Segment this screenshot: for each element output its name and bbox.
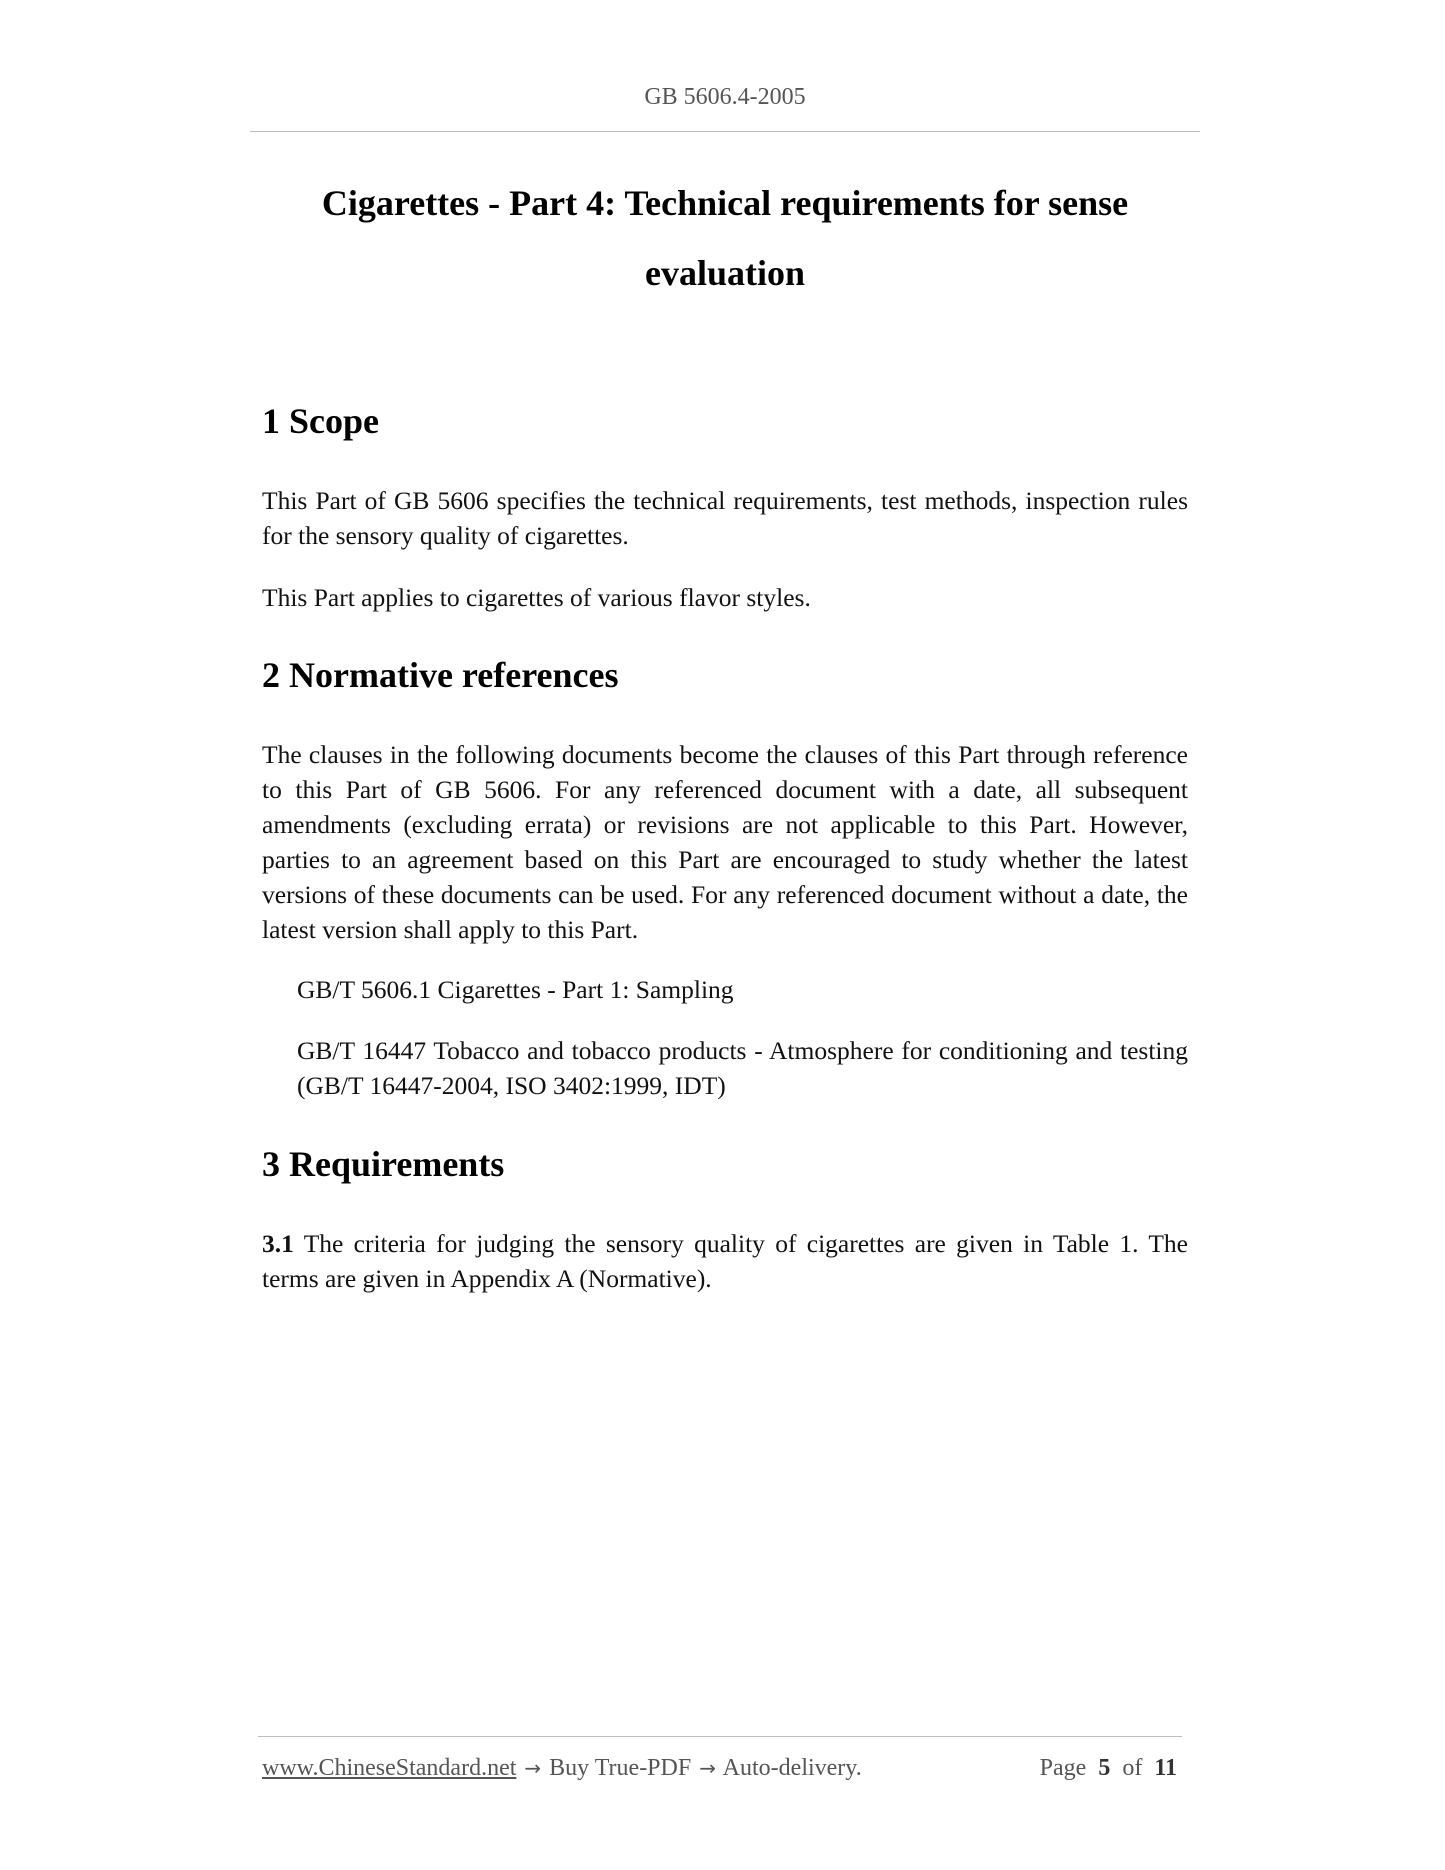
footer-step-delivery: Auto-delivery. [722, 1755, 862, 1781]
arrow-right-icon: → [524, 1756, 542, 1780]
footer-divider [258, 1736, 1182, 1737]
chinese-standard-link[interactable]: www.ChineseStandard.net [262, 1755, 517, 1781]
reference-item-1: GB/T 5606.1 Cigarettes - Part 1: Sampling [297, 975, 734, 1004]
header-doc-code: GB 5606.4-2005 [644, 84, 806, 110]
section-heading-requirements: 3 Requirements [262, 1144, 505, 1184]
requirements-clause-3-1 [262, 1226, 1188, 1296]
footer-step-buy: Buy True-PDF [549, 1755, 692, 1781]
page-of: of [1122, 1755, 1143, 1781]
document-title [262, 168, 1188, 308]
arrow-right-icon: → [699, 1756, 716, 1780]
section-heading-scope: 1 Scope [262, 401, 379, 441]
page-number [1040, 1755, 1177, 1782]
page-label: Page [1039, 1755, 1087, 1781]
document-title-line2: evaluation [644, 253, 805, 293]
footer-links [262, 1755, 862, 1782]
normative-paragraph: The clauses in the following documents become the clauses of this Part through reference to this Part of GB 5606. For any referenced document with a date, all subsequent amendments (excluding errata) or revisions are not applicable to this Part. However, parties to an agreement based on this Part are encouraged to study whether the latest versions of these documents can be used. For any referenced document without a date, the latest version shall apply to this Part. [262, 740, 1188, 944]
reference-item-2: GB/T 16447 Tobacco and tobacco products - Atmosphere for conditioning and testing (GB/T 16447-2004, ISO 3402:1999, IDT) [297, 1036, 1188, 1100]
document-title-line1: Cigarettes - Part 4: Technical requirements for sense [321, 183, 1129, 223]
clause-number: 3.1 [262, 1229, 294, 1258]
header-divider [250, 131, 1200, 132]
section-heading-normative-references: 2 Normative references [262, 655, 619, 695]
scope-paragraph-1: This Part of GB 5606 specifies the technical requirements, test methods, inspection rules for the sensory quality of cigarettes. [262, 486, 1188, 550]
clause-text: The criteria for judging the sensory quality of cigarettes are given in Table 1. The terms are given in Appendix A (Normative). [262, 1229, 1188, 1293]
page-total: 11 [1154, 1755, 1177, 1781]
page-current: 5 [1098, 1755, 1111, 1781]
scope-paragraph-2: This Part applies to cigarettes of various flavor styles. [262, 583, 811, 612]
